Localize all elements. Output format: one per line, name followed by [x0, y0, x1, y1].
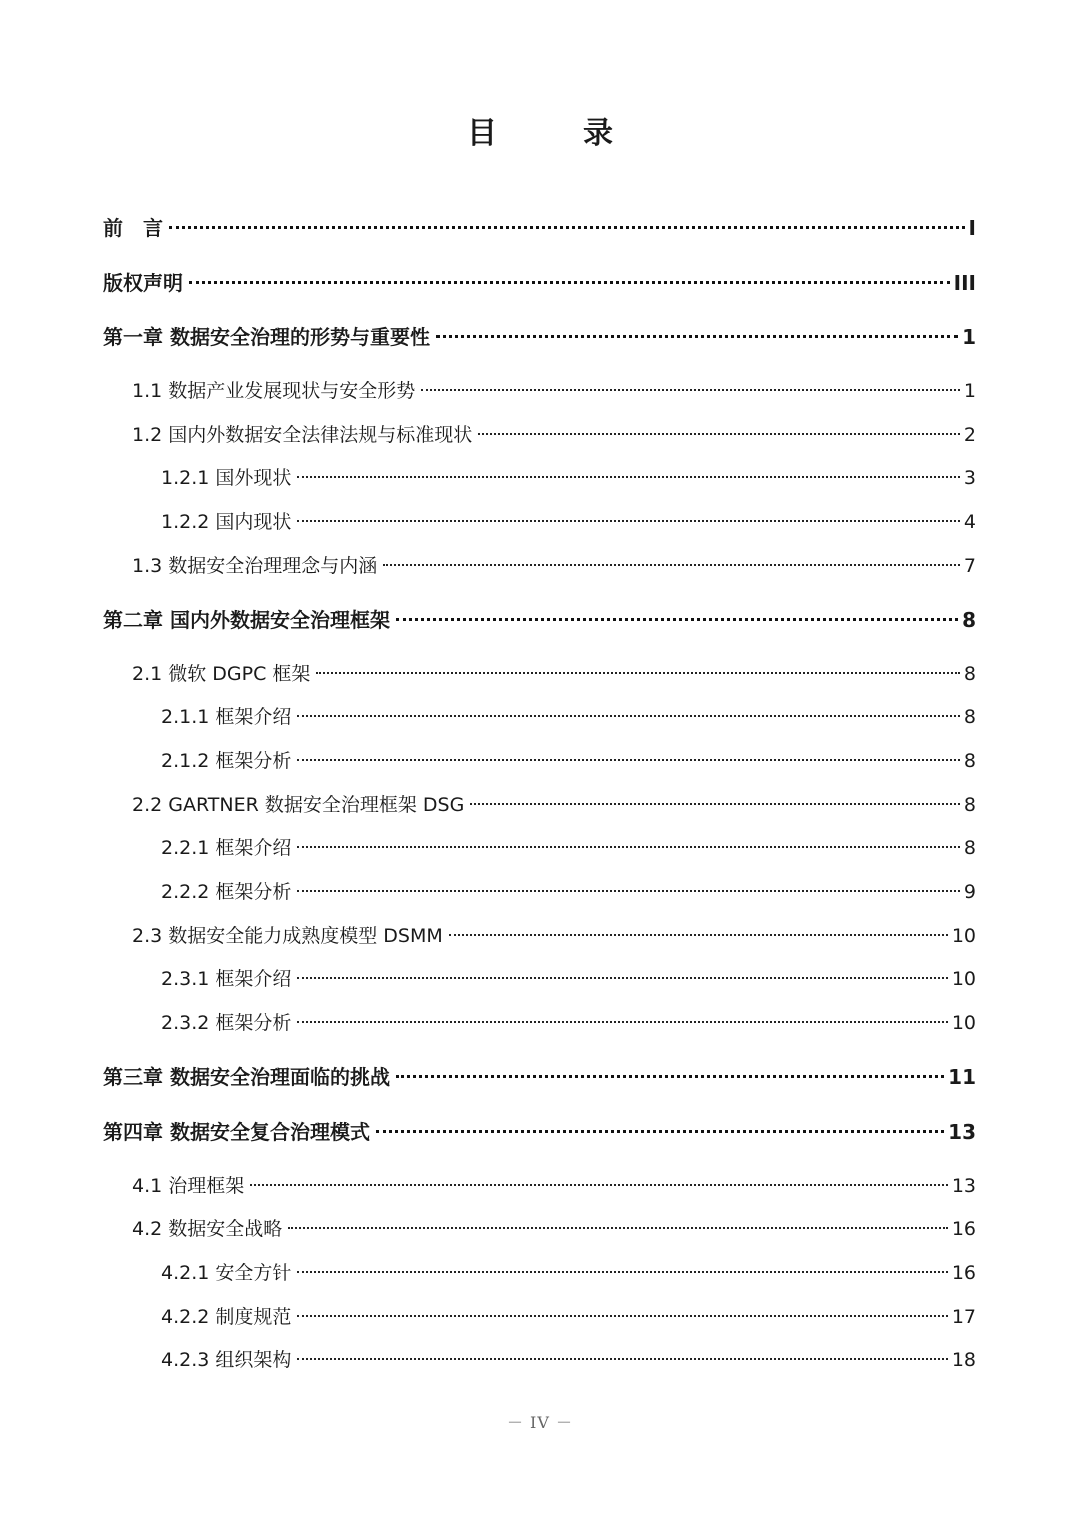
toc-entry-page: 8 — [963, 706, 976, 728]
toc-entry-title: 1.1 数据产业发展现状与安全形势 — [132, 380, 416, 402]
toc-entry-title: 2.3.2 框架分析 — [161, 1012, 292, 1034]
toc-dot-leader — [169, 226, 965, 229]
toc-entry-title: 1.2.1 国外现状 — [161, 467, 292, 489]
toc-dot-leader — [297, 1315, 947, 1317]
toc-entry-page: 18 — [951, 1349, 976, 1371]
toc-entry-title: 2.1.2 框架分析 — [161, 750, 292, 772]
toc-entry-page: 1 — [962, 325, 976, 349]
toc-dot-leader — [297, 715, 960, 717]
toc-entry-page: 10 — [951, 1012, 976, 1034]
toc-dot-leader — [478, 433, 960, 435]
toc-entry-title: 1.2.2 国内现状 — [161, 511, 292, 533]
toc-dot-leader — [316, 672, 959, 674]
toc-entry[interactable] — [103, 1062, 976, 1092]
toc-entry[interactable] — [132, 1171, 976, 1201]
toc-entry[interactable] — [161, 877, 976, 907]
toc-entry-page: 10 — [951, 925, 976, 947]
toc-dot-leader — [376, 1130, 944, 1133]
toc-entry-page: 8 — [963, 663, 976, 685]
toc-entry-title: 4.2 数据安全战略 — [132, 1218, 283, 1240]
toc-entry[interactable] — [132, 921, 976, 951]
toc-entry-page: 8 — [962, 608, 976, 632]
toc-entry-page: 8 — [963, 794, 976, 816]
toc-entry-title: 2.3 数据安全能力成熟度模型 DSMM — [132, 925, 443, 947]
toc-dot-leader — [297, 1271, 947, 1273]
toc-entry-title: 前 言 — [103, 216, 163, 240]
toc-entry[interactable] — [132, 790, 976, 820]
toc-entry[interactable] — [161, 1008, 976, 1038]
toc-entry-page: 16 — [951, 1262, 976, 1284]
toc-entry-page: 16 — [951, 1218, 976, 1240]
toc-entry[interactable] — [103, 1117, 976, 1147]
toc-entry-title: 第一章 数据安全治理的形势与重要性 — [103, 325, 430, 349]
toc-entry-page: 3 — [963, 467, 976, 489]
toc-entry[interactable] — [103, 322, 976, 352]
toc-dot-leader — [250, 1184, 948, 1186]
toc-entry-page: 10 — [951, 968, 976, 990]
toc-entry-title: 4.2.1 安全方针 — [161, 1262, 292, 1284]
toc-entry-page: 13 — [948, 1120, 976, 1144]
toc-entry[interactable] — [161, 507, 976, 537]
toc-dot-leader — [297, 846, 960, 848]
toc-entry[interactable] — [132, 420, 976, 450]
toc-entry[interactable] — [132, 376, 976, 406]
toc-dot-leader — [297, 476, 960, 478]
toc-dot-leader — [383, 564, 960, 566]
toc-entry-title: 版权声明 — [103, 271, 183, 295]
toc-entry-page: 17 — [951, 1306, 976, 1328]
toc-entry[interactable] — [161, 463, 976, 493]
page-title: 目 录 — [467, 116, 641, 151]
toc-entry-title: 2.1 微软 DGPC 框架 — [132, 663, 311, 685]
toc-entry[interactable] — [161, 964, 976, 994]
toc-dot-leader — [297, 520, 960, 522]
toc-entry-page: 8 — [963, 837, 976, 859]
toc-entry[interactable] — [161, 1258, 976, 1288]
toc-entry[interactable] — [132, 551, 976, 581]
toc-entry[interactable] — [103, 605, 976, 635]
toc-dot-leader — [297, 977, 947, 979]
toc-entry[interactable] — [132, 1214, 976, 1244]
toc-dot-leader — [297, 759, 960, 761]
toc-entry[interactable] — [132, 659, 976, 689]
toc-dot-leader — [421, 389, 960, 391]
toc-dot-leader — [396, 618, 958, 621]
toc-entry-page: 9 — [963, 881, 976, 903]
toc-entry-page: 2 — [963, 424, 976, 446]
toc-entry-page: 1 — [963, 380, 976, 402]
toc-entry[interactable] — [103, 213, 976, 243]
toc-entry-title: 2.2 GARTNER 数据安全治理框架 DSG — [132, 794, 465, 816]
toc-entry-title: 第二章 国内外数据安全治理框架 — [103, 608, 390, 632]
toc-dot-leader — [297, 890, 960, 892]
toc-entry[interactable] — [161, 1302, 976, 1332]
toc-entry-title: 2.2.2 框架分析 — [161, 881, 292, 903]
toc-entry-title: 4.1 治理框架 — [132, 1175, 245, 1197]
toc-dot-leader — [297, 1358, 947, 1360]
toc-entry[interactable] — [161, 833, 976, 863]
toc-entry-page: 4 — [963, 511, 976, 533]
toc-entry-page: 13 — [951, 1175, 976, 1197]
toc-entry-title: 第三章 数据安全治理面临的挑战 — [103, 1065, 390, 1089]
toc-entry[interactable] — [161, 746, 976, 776]
toc-dot-leader — [288, 1227, 948, 1229]
toc-dot-leader — [470, 803, 960, 805]
toc-entry-title: 1.2 国内外数据安全法律法规与标准现状 — [132, 424, 473, 446]
toc-entry-title: 2.2.1 框架介绍 — [161, 837, 292, 859]
toc-entry-title: 1.3 数据安全治理理念与内涵 — [132, 555, 378, 577]
toc-entry[interactable] — [161, 702, 976, 732]
toc-entry-page: 7 — [963, 555, 976, 577]
toc-dot-leader — [189, 281, 950, 284]
toc-entry-title: 4.2.2 制度规范 — [161, 1306, 292, 1328]
toc-dot-leader — [297, 1021, 947, 1023]
toc-entry[interactable] — [161, 1345, 976, 1375]
toc-entry-title: 2.3.1 框架介绍 — [161, 968, 292, 990]
toc-dot-leader — [449, 934, 948, 936]
toc-entry-title: 2.1.1 框架介绍 — [161, 706, 292, 728]
toc-entry-page: 8 — [963, 750, 976, 772]
toc-entry[interactable] — [103, 268, 976, 298]
toc-entry-page: I — [968, 216, 976, 240]
toc-dot-leader — [396, 1075, 944, 1078]
toc-dot-leader — [436, 335, 958, 338]
toc-entry-title: 4.2.3 组织架构 — [161, 1349, 292, 1371]
toc-entry-page: III — [953, 271, 976, 295]
page-number-footer: － IV － — [506, 1413, 574, 1432]
toc-entry-page: 11 — [948, 1065, 976, 1089]
toc-entry-title: 第四章 数据安全复合治理模式 — [103, 1120, 370, 1144]
